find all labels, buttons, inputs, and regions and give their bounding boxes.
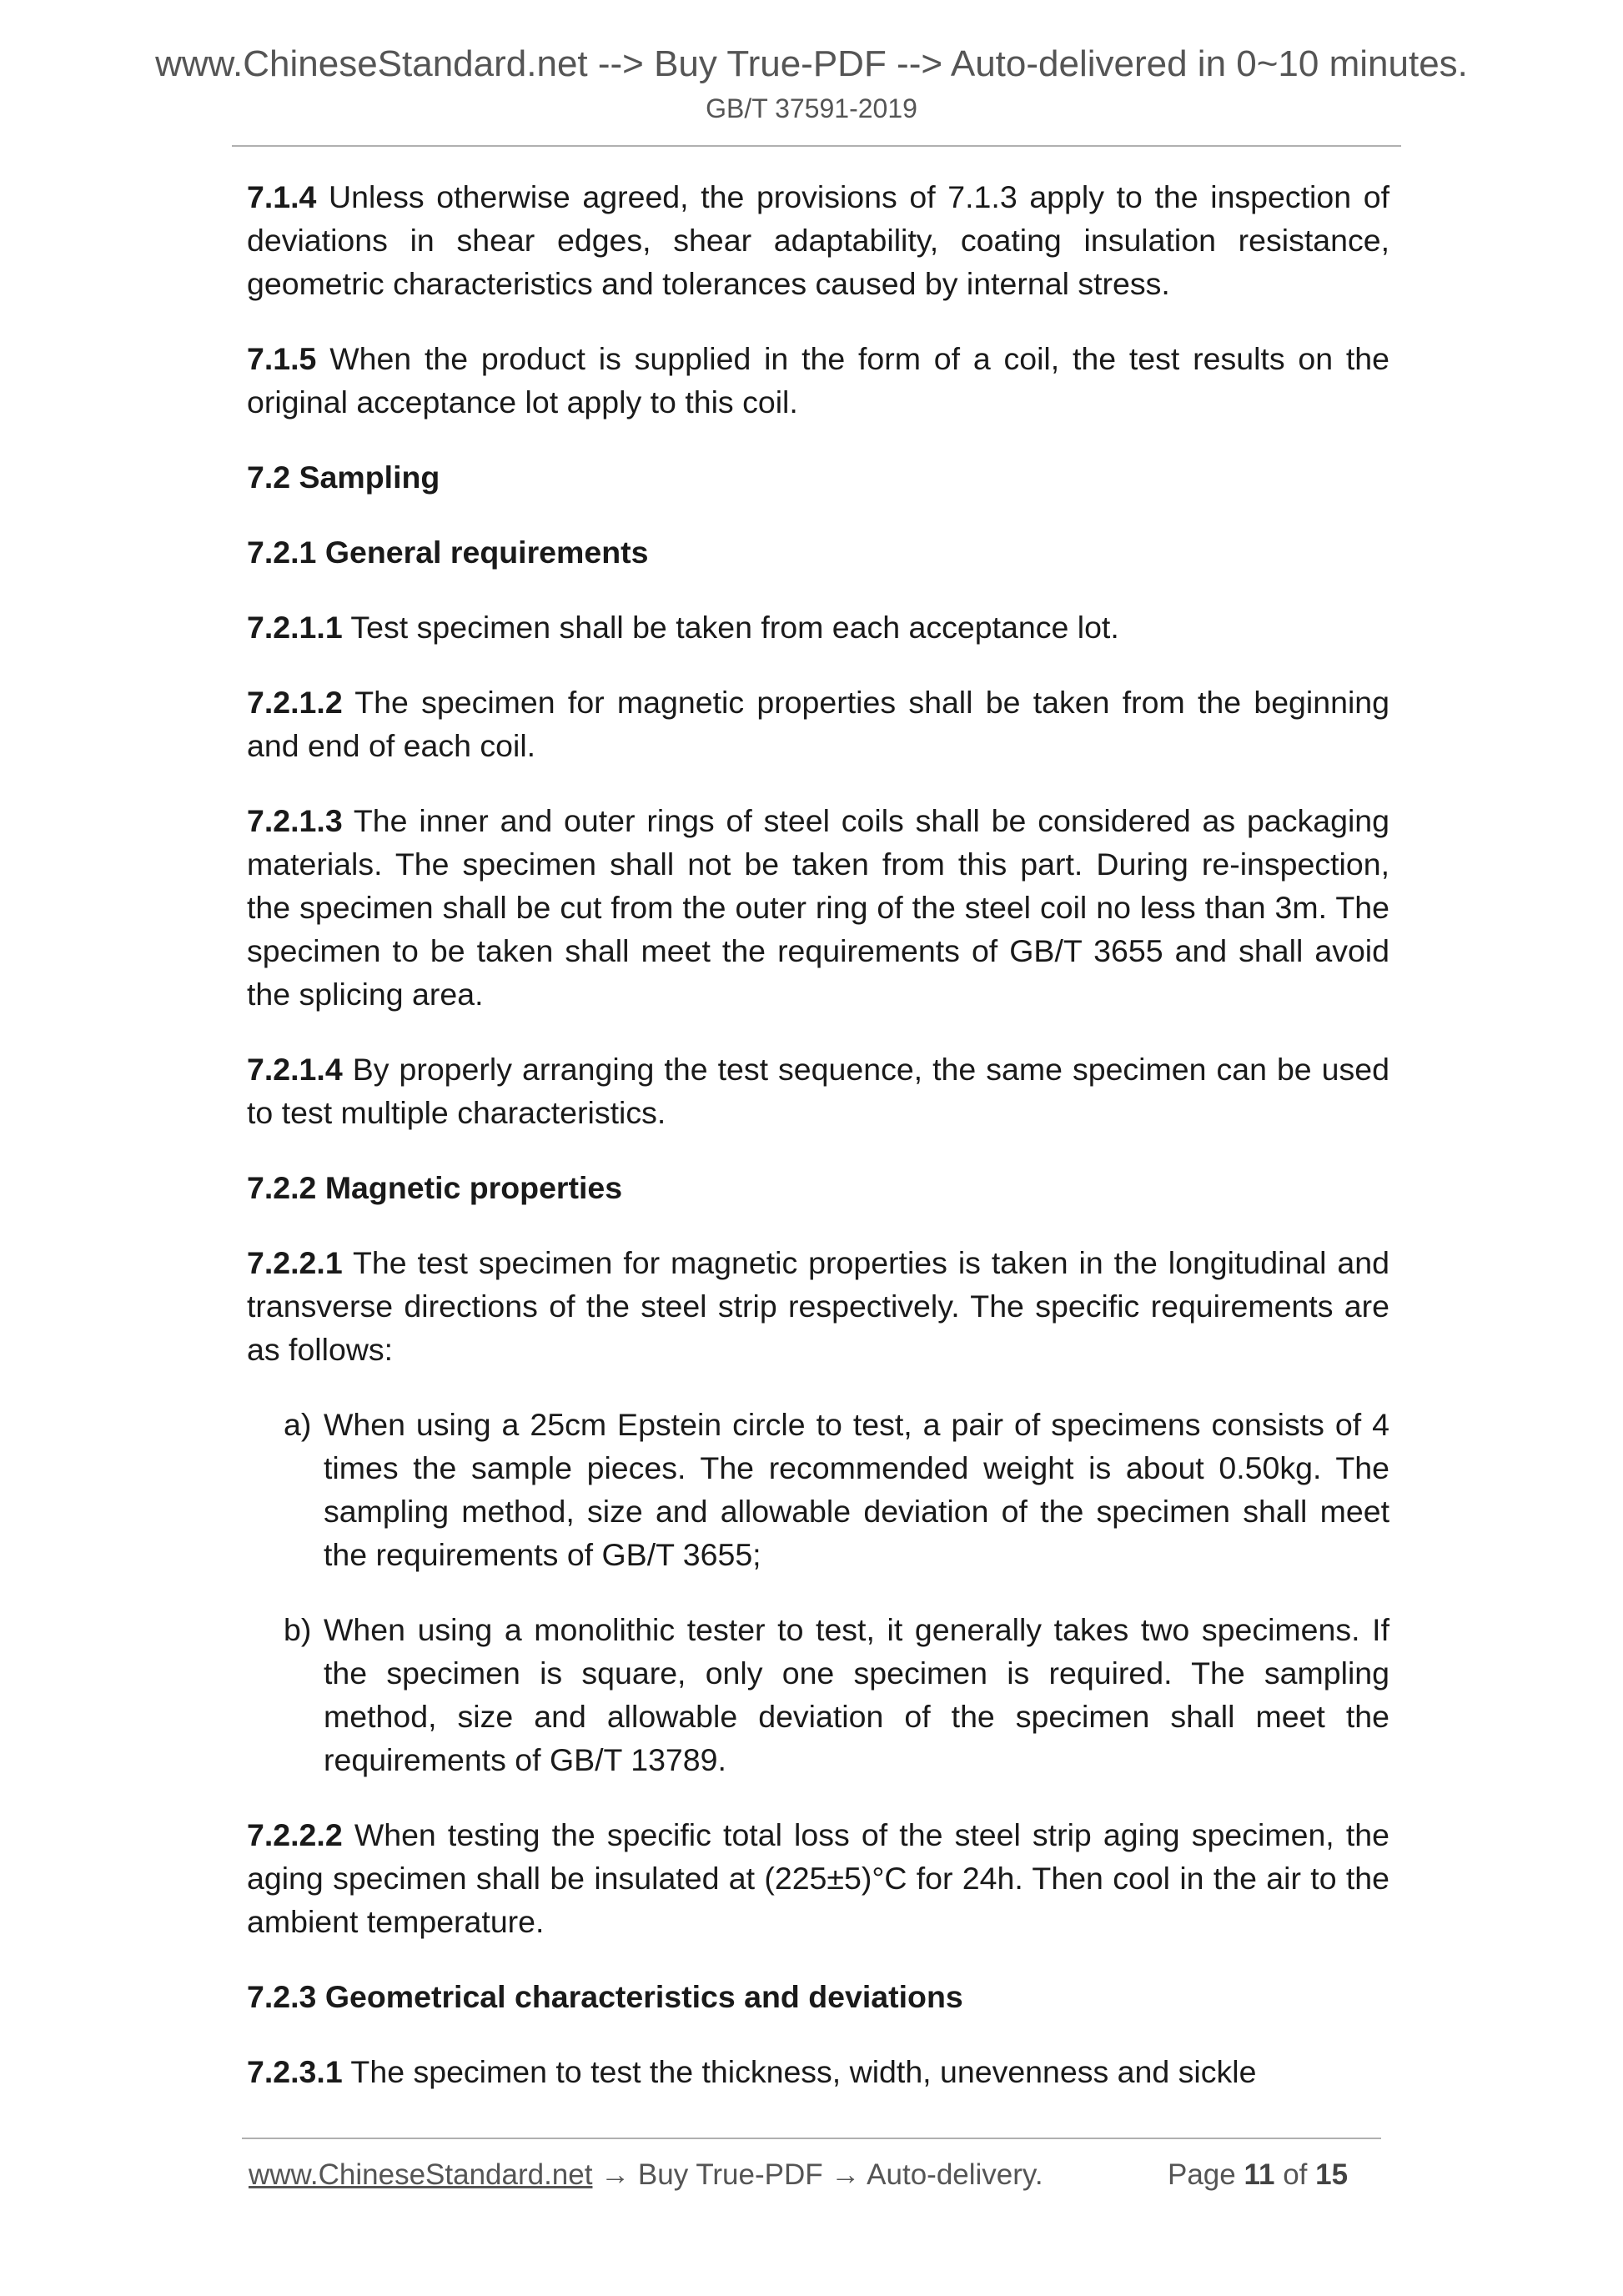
document-body xyxy=(247,175,1389,2125)
footer-left xyxy=(249,2158,1043,2192)
page-total: 15 xyxy=(1315,2158,1349,2191)
list-item-b xyxy=(247,1608,1389,1781)
clause-7-2-1-1 xyxy=(247,605,1389,649)
clause-number: 7.2.1.1 xyxy=(247,610,343,645)
clause-text: When testing the specific total loss of the steel strip aging specimen, the aging specimen shall be insulated at (225±5)°C for 24h. Then cool in the air to the ambient temperature. xyxy=(247,1817,1389,1939)
clause-7-2-1-3 xyxy=(247,799,1389,1016)
list-item-text: When using a 25cm Epstein circle to test, a pair of specimens consists of 4 times the sample pieces. The recommended weight is about 0.50kg. The sampling method, size and allowable deviation of the specimen shall meet the requirements of GB/T 3655; xyxy=(324,1407,1389,1572)
clause-7-2-1-4 xyxy=(247,1048,1389,1134)
clause-number: 7.1.4 xyxy=(247,179,317,214)
clause-number: 7.2.3.1 xyxy=(247,2054,343,2089)
clause-text: Test specimen shall be taken from each acceptance lot. xyxy=(342,610,1119,645)
footer-tagline: → Buy True-PDF → Auto-delivery. xyxy=(592,2158,1043,2191)
clause-7-1-4 xyxy=(247,175,1389,305)
clause-7-1-5 xyxy=(247,337,1389,424)
clause-7-2-1-2 xyxy=(247,681,1389,767)
list-item-a xyxy=(247,1403,1389,1576)
clause-text: By properly arranging the test sequence, the same specimen can be used to test multiple characteristics. xyxy=(247,1052,1389,1130)
clause-number: 7.2.1.4 xyxy=(247,1052,343,1087)
footer-divider xyxy=(242,2138,1381,2139)
header-banner: www.ChineseStandard.net --> Buy True-PDF --> Auto-delivered in 0~10 minutes. xyxy=(155,43,1468,84)
of-label: of xyxy=(1274,2158,1316,2191)
standard-number: GB/T 37591-2019 xyxy=(706,93,917,123)
clause-7-2-2-2 xyxy=(247,1813,1389,1943)
clause-number: 7.2.1.2 xyxy=(247,685,343,720)
heading-7-2-1: 7.2.1 General requirements xyxy=(247,535,649,570)
clause-number: 7.1.5 xyxy=(247,341,317,376)
heading-7-2: 7.2 Sampling xyxy=(247,460,440,495)
header-divider xyxy=(232,145,1401,147)
clause-number: 7.2.2.1 xyxy=(247,1245,343,1280)
clause-text: The test specimen for magnetic properties is taken in the longitudinal and transverse directions of the steel strip respectively. The specific requirements are as follows: xyxy=(247,1245,1389,1367)
clause-7-2-2-1 xyxy=(247,1241,1389,1371)
list-marker: a) xyxy=(284,1407,312,1442)
footer-site-link[interactable]: www.ChineseStandard.net xyxy=(249,2158,593,2191)
clause-text: The inner and outer rings of steel coils shall be considered as packaging materials. The specimen shall not be taken from this part. During re-inspection, the specimen shall be cut from the outer ring of the steel coil no less than 3m. The specimen to be taken shall meet the requirements of GB/T 3655 and shall avoid the splicing area. xyxy=(247,803,1389,1012)
clause-text: Unless otherwise agreed, the provisions of 7.1.3 apply to the inspection of deviations in shear edges, shear adaptability, coating insulation resistance, geometric characteristics and tolerances caused by internal stress. xyxy=(247,179,1389,301)
page-indicator xyxy=(1168,2158,1348,2192)
clause-text: When the product is supplied in the form of a coil, the test results on the original acceptance lot apply to this coil. xyxy=(247,341,1389,420)
page-label: Page xyxy=(1168,2158,1244,2191)
clause-text: The specimen to test the thickness, width, unevenness and sickle xyxy=(342,2054,1257,2089)
heading-7-2-3: 7.2.3 Geometrical characteristics and deviations xyxy=(247,1979,963,2014)
clause-number: 7.2.2.2 xyxy=(247,1817,343,1852)
heading-7-2-2: 7.2.2 Magnetic properties xyxy=(247,1170,623,1205)
page-number: 11 xyxy=(1244,2158,1275,2191)
clause-number: 7.2.1.3 xyxy=(247,803,343,838)
clause-7-2-3-1 xyxy=(247,2050,1389,2093)
list-marker: b) xyxy=(284,1612,312,1647)
clause-text: The specimen for magnetic properties shall be taken from the beginning and end of each coil. xyxy=(247,685,1389,763)
list-item-text: When using a monolithic tester to test, it generally takes two specimens. If the specimen is square, only one specimen is required. The sampling method, size and allowable deviation of the specimen shall meet the requirements of GB/T 13789. xyxy=(324,1612,1389,1777)
